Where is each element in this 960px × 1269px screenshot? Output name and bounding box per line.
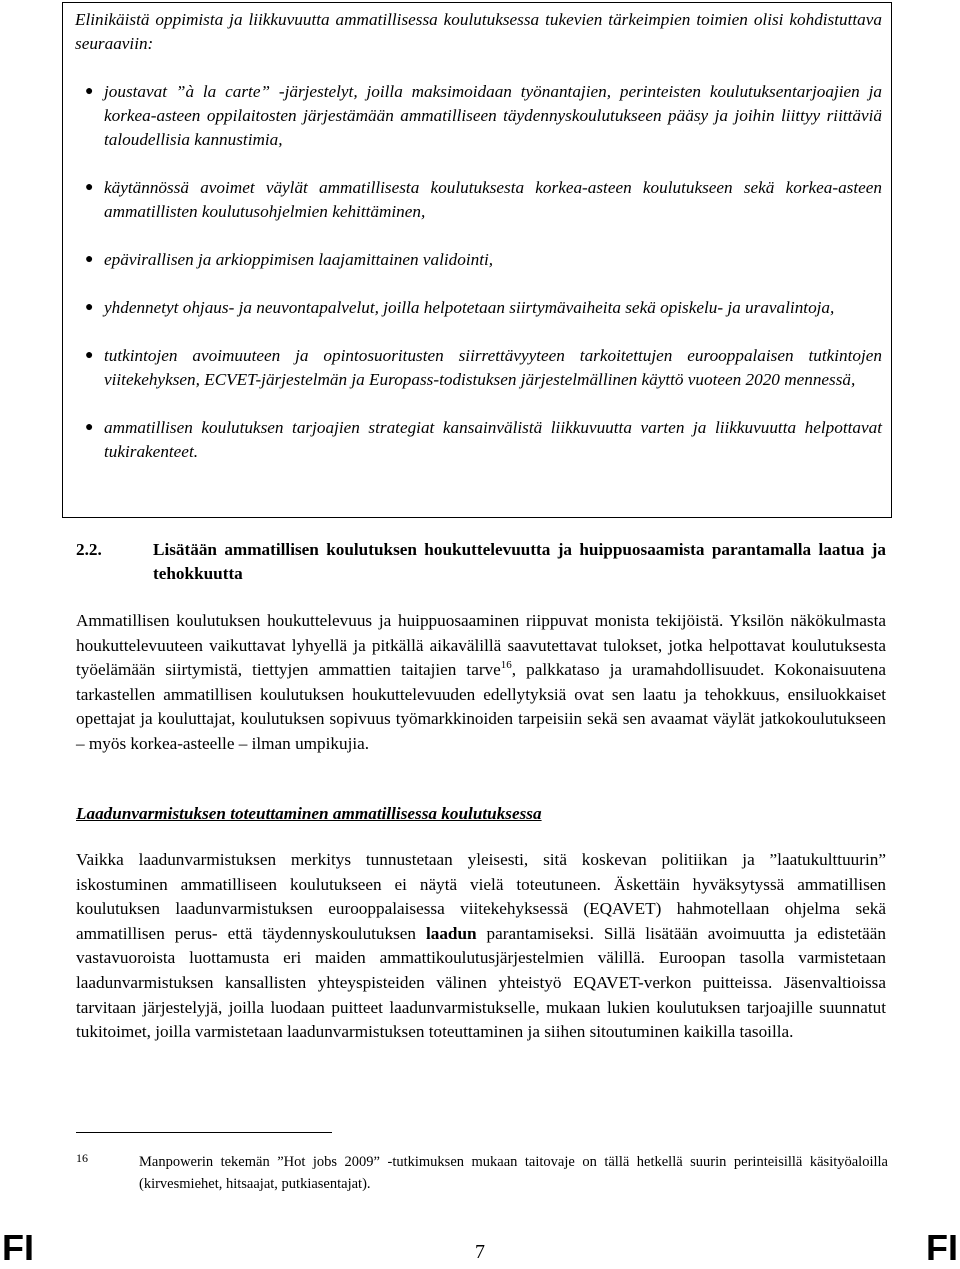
bullet-icon: ●: [85, 252, 94, 267]
paragraph-text-continued: parantamiseksi. Sillä lisätään avoimuutta ja edistetään vastavuoroista luottamusta eri maiden ammattikoulutusjärjestelmien välillä. Euroopan tasolla varmistetaan laadunvarmistuksen kansallisten yhteyspisteiden välinen yhteistyö EQAVET-verkon puitteissa. Jäsenvaltioissa tarvitaan järjestelyjä, joilla luodaan puitteet laadunvarmistukselle, mukaan lukien koulutuksen tarjoajille suunnatut tukitoimet, joilla varmistetaan laadunvarmistuksen toteuttaminen ja siihen sitoutuminen kaikilla tasoilla.: [76, 923, 887, 1042]
list-item: [75, 80, 882, 152]
bullet-icon: ●: [85, 180, 94, 195]
list-item: [75, 176, 882, 224]
language-label-right: FI: [926, 1227, 958, 1268]
list-item: [75, 296, 882, 320]
key-actions-list: [75, 80, 882, 464]
body-paragraph-attractiveness: [76, 609, 886, 757]
bold-term: laadun: [425, 923, 477, 943]
list-item-text: ammatillisen koulutuksen tarjoajien strategiat kansainvälistä liikkuvuutta varten ja liikkuvuutta helpottavat tukirakenteet.: [104, 418, 882, 461]
language-label-left: FI: [2, 1227, 34, 1268]
list-item-text: tutkintojen avoimuuteen ja opintosuoritusten siirrettävyyteen tarkoitettujen eurooppalaisen tutkintojen viitekehyksen, ECVET-järjestelmän ja Europass-todistuksen järjestelmällinen käyttö vuoteen 2020 mennessä,: [104, 346, 882, 389]
list-item-text: yhdennetyt ohjaus- ja neuvontapalvelut, joilla helpotetaan siirtymävaiheita sekä opiskelu- ja uravalintoja,: [104, 298, 835, 317]
section-number: 2.2.: [76, 540, 102, 559]
paragraph-text-continued: , palkkataso ja uramahdollisuudet. Kokonaisuutena tarkastellen ammatillisen koulutuksen houkuttelevuuden edellytyksiä ovat sen laatu ja tehokkuus, ensiluokkaiset opettajat ja kouluttajat, koulutuksen sopivuus työmarkkinoiden tarpeisiin sekä sen avaamat väylät jatkokoulutukseen – myös korkea-asteelle – ilman umpikujia.: [76, 660, 886, 753]
footnote-reference[interactable]: 16: [500, 659, 512, 672]
list-item: [75, 248, 882, 272]
body-paragraph-quality: [76, 848, 886, 1045]
list-item: [75, 416, 882, 464]
list-item-text: käytännössä avoimet väylät ammatillisesta koulutuksesta korkea-asteen koulutukseen sekä korkea-asteen ammatillisten koulutusohjelmien kehittäminen,: [104, 178, 882, 221]
list-item-text: epävirallisen ja arkioppimisen laajamittainen validointi,: [104, 250, 494, 269]
footnote-divider: [76, 1132, 332, 1133]
page-number: 7: [475, 1241, 485, 1263]
footnote: [76, 1151, 888, 1195]
list-item: [75, 344, 882, 392]
footnote-text: Manpowerin tekemän ”Hot jobs 2009” -tutkimuksen mukaan taitovaje on tällä hetkellä suurin perinteisillä käsityöaloilla (kirvesmiehet, hitsaajat, putkiasentajat).: [139, 1154, 888, 1192]
list-item-text: joustavat ”à la carte” -järjestelyt, joilla maksimoidaan työnantajien, perinteisten koulutuksentarjoajien ja korkea-asteen oppilaitosten järjestämään ammatilliseen täydennyskoulutukseen pääsy ja joihin liittyy riittäviä taloudellisia kannustimia,: [104, 82, 882, 149]
bullet-icon: ●: [85, 300, 94, 315]
key-actions-box: [62, 2, 892, 518]
paragraph-text: Ammatillisen koulutuksen houkuttelevuus ja huippuosaaminen riippuvat monista tekijöistä. Yksilön näkökulmasta houkuttelevuuteen vaikuttavat lyhyellä ja pitkällä aikavälillä saavutettavat tulokset, jotka helpottavat koulutuksesta työelämään siirtymistä, tiettyjen ammattien taitajien tarve: [76, 611, 886, 680]
bullet-icon: ●: [85, 348, 94, 363]
footnote-number: 16: [76, 1151, 88, 1165]
subheading-quality-assurance: Laadunvarmistuksen toteuttaminen ammatillisessa koulutuksessa: [76, 804, 542, 823]
page-footer: [0, 1220, 960, 1269]
section-heading: [76, 538, 886, 586]
box-intro: Elinikäistä oppimista ja liikkuvuutta ammatillisessa koulutuksessa tukevien tärkeimpien toimien olisi kohdistuttava seuraaviin:: [75, 10, 882, 53]
paragraph-text: Vaikka laadunvarmistuksen merkitys tunnustetaan yleisesti, sitä koskevan politiikan ja ”laatukulttuurin” iskostuminen ammatilliseen koulutukseen ei näytä vielä toteutuneen. Äskettäin hyväksytyssä ammatillisen koulutuksen laadunvarmistuksen eurooppalaisessa viitekehyksessä (EQAVET) hahmotellaan ohjelma sekä ammatillisen perus- että täydennyskoulutuksen: [76, 850, 886, 943]
bullet-icon: ●: [85, 420, 94, 435]
bullet-icon: ●: [85, 84, 94, 99]
section-title: Lisätään ammatillisen koulutuksen houkuttelevuutta ja huippuosaamista parantamalla laatua ja tehokkuutta: [153, 540, 886, 583]
